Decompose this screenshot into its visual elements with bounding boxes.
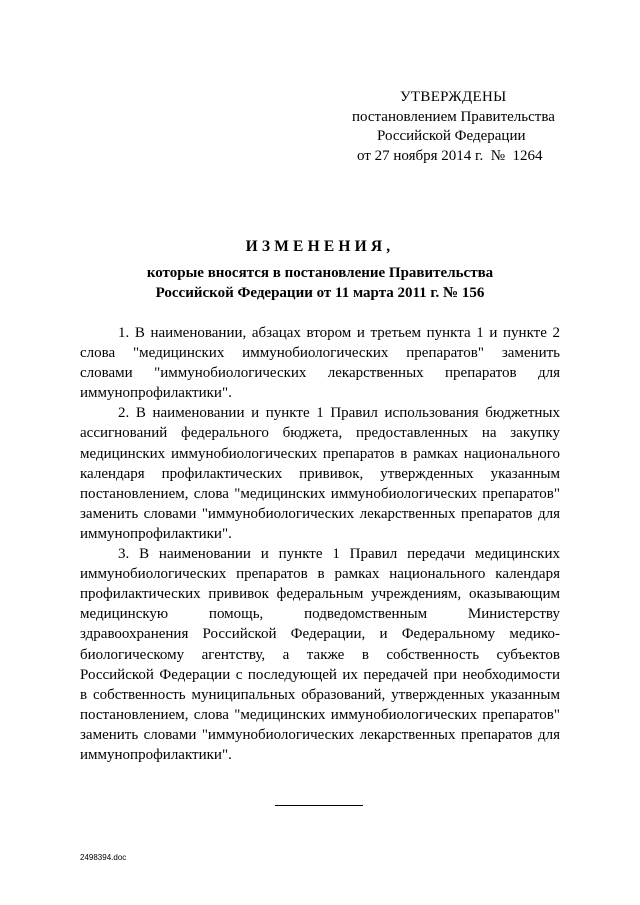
document-title: ИЗМЕНЕНИЯ, — [245, 238, 395, 255]
file-reference: 2498394.doc — [80, 853, 127, 862]
paragraph-2: 2. В наименовании и пункте 1 Правил использования бюджетных ассигнований федерального бюджета, предоставленных на закупку медицинских иммунобиологических препаратов в рамках национального календаря профилактических прививок, утвержденных указанным постановлением, слова "медицинских иммунобиологических препаратов" заменить словами "иммунобиологических лекарственных препаратов для иммунопрофилактики". — [80, 405, 560, 542]
paragraph-1: 1. В наименовании, абзацах втором и третьем пункта 1 и пункте 2 слова "медицинских иммунобиологических препаратов" заменить словами "иммунобиологических лекарственных препаратов для иммунопрофилактики". — [80, 325, 560, 402]
approval-line-3: от 27 ноября 2014 г. № 1264 — [357, 147, 543, 164]
approval-line-2: Российской Федерации — [377, 128, 526, 144]
approval-line-1: постановлением Правительства — [352, 108, 555, 125]
subtitle-line-1: которые вносятся в постановление Правительства — [146, 265, 494, 281]
approval-stamp — [352, 88, 572, 166]
end-divider — [275, 805, 363, 806]
document-subtitle — [0, 263, 640, 303]
document-body — [80, 323, 560, 765]
subtitle-line-2: Российской Федерации от 11 марта 2011 г. № 156 — [155, 285, 485, 301]
approval-heading: УТВЕРЖДЕНЫ — [400, 89, 507, 105]
paragraph-3: 3. В наименовании и пункте 1 Правил передачи медицинских иммунобиологических препаратов в рамках национального календаря профилактических прививок федеральным учреждениям, оказывающим медицинскую помощь, подведомственным Министерству здравоохранения Российской Федерации, и Федеральному медико-биологическому агентству, а также в собственность субъектов Российской Федерации с последующей их передачей при необходимости в собственность муниципальных образований, утвержденных указанным постановлением, слова "медицинских иммунобиологических препаратов" заменить словами "иммунобиологических лекарственных препаратов для иммунопрофилактики". — [80, 546, 560, 763]
